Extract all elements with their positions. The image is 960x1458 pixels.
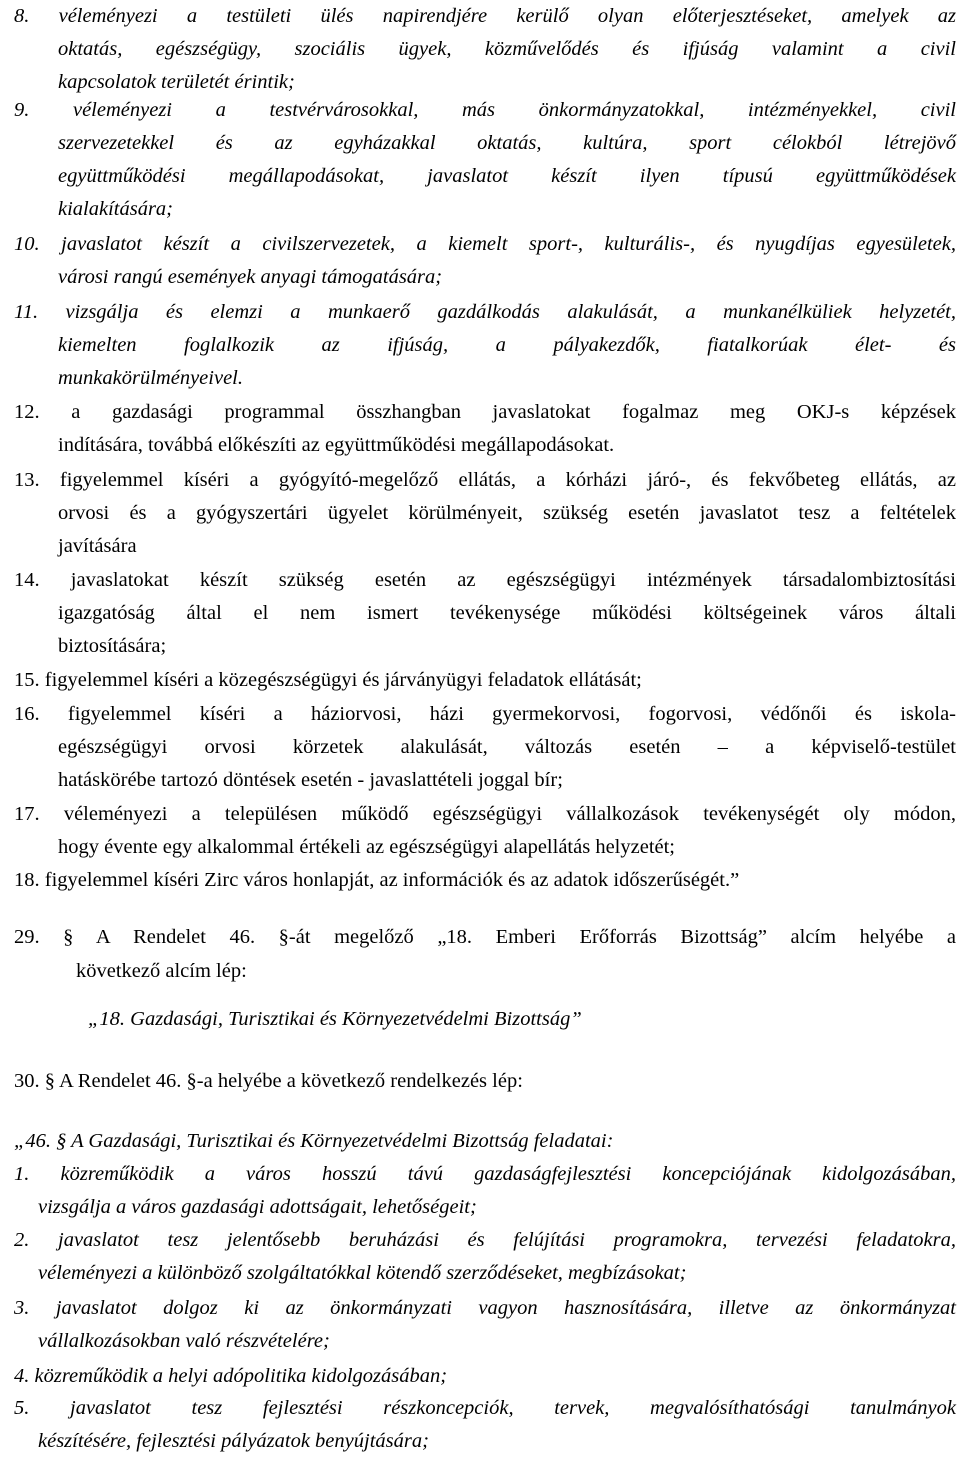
section-30 (14, 1064, 956, 1098)
text-line: véleményezi a különböző szolgáltatókkal kötendő szerződéseket, megbízásokat; (38, 1262, 687, 1284)
section-29 (14, 920, 956, 988)
text-line: 16. figyelemmel kíséri a háziorvosi, házi gyermekorvosi, fogorvosi, védőnői és iskola- (14, 703, 956, 725)
text-line: 14. javaslatokat készít szükség esetén az egészségügyi intézmények társadalombiztosítási (14, 569, 956, 591)
list-item-13 (14, 464, 956, 563)
text-line: orvosi és a gyógyszertári ügyelet körülményeit, szükség esetén javaslatot tesz a feltételek (58, 502, 956, 524)
list-item-18 (14, 864, 956, 897)
text-line: 30. § A Rendelet 46. §-a helyébe a következő rendelkezés lép: (14, 1070, 523, 1092)
text-line: 4. közreműködik a helyi adópolitika kidolgozásában; (14, 1365, 448, 1387)
text-line: igazgatóság által el nem ismert tevékenysége működési költségeinek város általi (58, 602, 956, 624)
list-item-14 (14, 564, 956, 663)
text-line: 8. véleményezi a testületi ülés napirendjére kerülő olyan előterjesztéseket, amelyek az (14, 5, 956, 27)
list-item-4 (14, 1360, 956, 1393)
list-item-10 (14, 228, 956, 294)
text-line: 15. figyelemmel kíséri a közegészségügyi és járványügyi feladatok ellátását; (14, 669, 642, 691)
text-line: 3. javaslatot dolgoz ki az önkormányzati vagyon hasznosítására, illetve az önkormányzat (14, 1297, 956, 1319)
text-line: 13. figyelemmel kíséri a gyógyító-megelőző ellátás, a kórházi járó-, és fekvőbeteg ellátás, az (14, 469, 956, 491)
text-line: készítésére, fejlesztési pályázatok benyújtására; (38, 1430, 429, 1452)
text-line: biztosítására; (58, 635, 167, 657)
text-line: 2. javaslatot tesz jelentősebb beruházási és felújítási programokra, tervezési feladatokra, (14, 1229, 956, 1251)
text-line: vállalkozásokban való részvételére; (38, 1330, 330, 1352)
subtitle-heading-18: „18. Gazdasági, Turisztikai és Környezetvédelmi Bizottság” (88, 1008, 582, 1030)
text-line: együttműködési megállapodásokat, javaslatot készít ilyen típusú együttműködések (58, 165, 956, 187)
text-line: kiemelten foglalkozik az ifjúság, a pályakezdők, fiatalkorúak élet- és (58, 334, 956, 356)
text-line: városi rangú események anyagi támogatására; (58, 266, 443, 288)
text-line: egészségügyi orvosi körzetek alakulását, változás esetén – a képviselő-testület (58, 736, 956, 758)
text-line: 1. közreműködik a város hosszú távú gazdaságfejlesztési koncepciójának kidolgozásában, (14, 1163, 956, 1185)
text-line: szervezetekkel és az egyházakkal oktatás, kultúra, sport célokból létrejövő (58, 132, 956, 154)
list-item-9 (14, 94, 956, 226)
list-item-1 (14, 1158, 956, 1224)
list-item-8 (14, 0, 956, 99)
text-line: 11. vizsgálja és elemzi a munkaerő gazdálkodás alakulását, a munkanélküliek helyzetét, (14, 301, 956, 323)
text-line: 29. § A Rendelet 46. §-át megelőző „18. Emberi Erőforrás Bizottság” alcím helyébe a (14, 926, 956, 948)
list-item-11 (14, 296, 956, 395)
list-item-16 (14, 698, 956, 797)
text-line: 9. véleményezi a testvérvárosokkal, más önkormányzatokkal, intézményekkel, civil (14, 99, 956, 121)
text-line: indítására, továbbá előkészíti az együttműködési megállapodásokat. (58, 434, 615, 456)
text-line: hogy évente egy alkalommal értékeli az egészségügyi alapellátás helyzetét; (58, 836, 676, 858)
text-line: kapcsolatok területét érintik; (58, 71, 295, 93)
text-line: vizsgálja a város gazdasági adottságait, lehetőségeit; (38, 1196, 477, 1218)
text-line: javítására (58, 535, 137, 557)
section-46-heading: „46. § A Gazdasági, Turisztikai és Környezetvédelmi Bizottság feladatai: (14, 1130, 614, 1152)
text-line: 18. figyelemmel kíséri Zirc város honlapját, az információk és az adatok időszerűségét.” (14, 869, 740, 891)
list-item-12 (14, 396, 956, 462)
list-item-15 (14, 664, 956, 697)
list-item-17 (14, 798, 956, 864)
text-line: 12. a gazdasági programmal összhangban javaslatokat fogalmaz meg OKJ-s képzések (14, 401, 956, 423)
text-line: kialakítására; (58, 198, 174, 220)
list-item-3 (14, 1292, 956, 1358)
text-line: 17. véleményezi a településen működő egészségügyi vállalkozások tevékenységét oly módon, (14, 803, 956, 825)
text-line: munkakörülményeivel. (58, 367, 243, 389)
text-line: 10. javaslatot készít a civilszervezetek, a kiemelt sport-, kulturális-, és nyugdíjas egyesületek, (14, 233, 956, 255)
list-item-5 (14, 1392, 956, 1458)
text-line: hatáskörébe tartozó döntések esetén - javaslattételi joggal bír; (58, 769, 563, 791)
text-line: 5. javaslatot tesz fejlesztési részkoncepciók, tervek, megvalósíthatósági tanulmányok (14, 1397, 956, 1419)
list-item-2 (14, 1224, 956, 1290)
text-line: oktatás, egészségügy, szociális ügyek, közművelődés és ifjúság valamint a civil (58, 38, 956, 60)
text-line: következő alcím lép: (76, 960, 247, 982)
